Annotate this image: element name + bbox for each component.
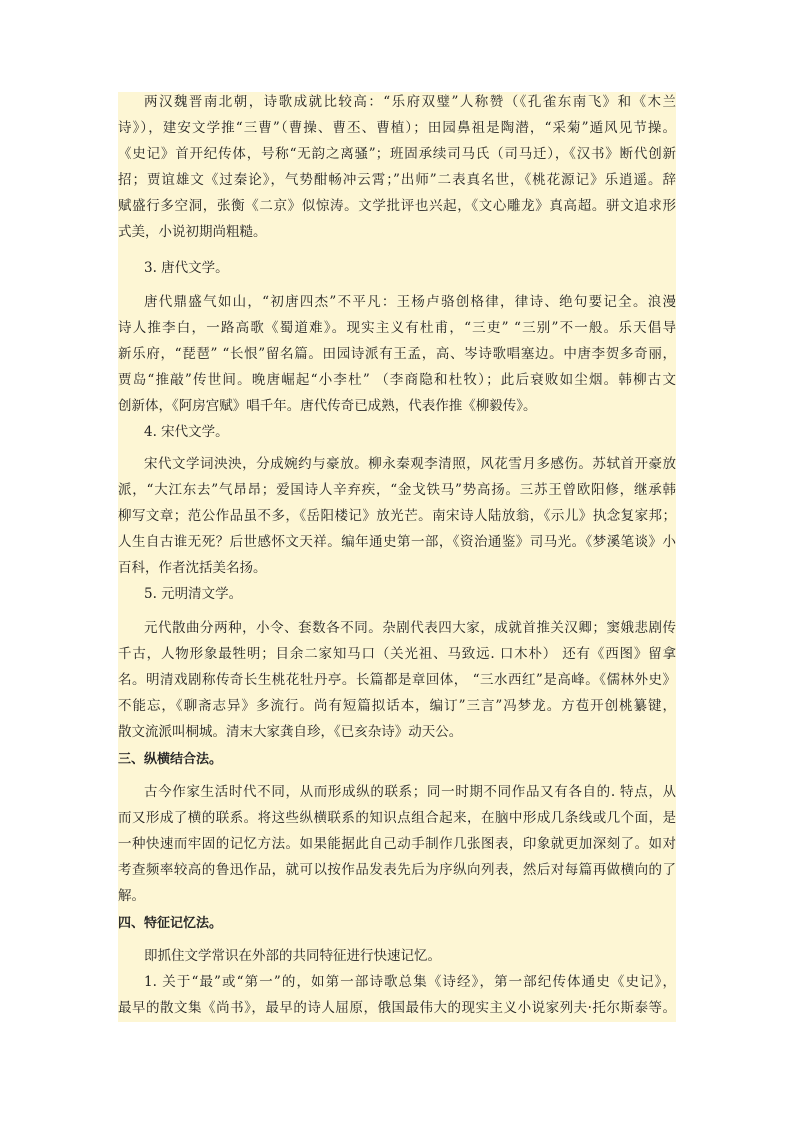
method3-line: 解。 [118,888,145,904]
method4-line: 即抓住文学常识在外部的共同特征进行快速记忆。 [144,948,441,964]
yuan-ming-qing-line: 千古，人物形象最牲明；目余二家知马口（关光祖、马致远. 口木朴） 还有《西图》留拿 [118,646,676,662]
yuan-ming-qing-line: 不能忘，《聊斋志异》多流行。尚有短篇拟话本，编订”三言”冯梦龙。方苞开创桃纂键， [118,698,676,714]
han-wei-line: 赋盛行多空洞，张衡《二京》似惊涛。文学批评也兴起，《文心雕龙》真高超。骈文追求形 [118,198,676,214]
method3-line: 考查频率较高的鲁迅作品，就可以按作品发表先后为序纵向列表，然后对每篇再做横向的了 [118,862,676,878]
method4-line: 最早的散文集《尚书》，最早的诗人屈原，俄国最伟大的现实主义小说家列夫·托尔斯泰等。 [118,1000,676,1016]
song-line: 人生自古谁无死？后世感怀文天祥。编年通史第一部，《资治通鉴》司马光。《梦溪笔谈》小 [118,534,676,550]
tang-heading: 3. 唐代文学。 [144,260,229,276]
han-wei-line: 《史记》首开纪传体，号称“无韵之离骚”；班固承续司马氏（司马迁），《汉书》断代创新 [118,146,676,162]
yuan-ming-qing-line: 散文流派叫桐城。清末大家龚自珍，《已亥杂诗》动天公。 [118,724,463,740]
song-line: 宋代文学词泱泱，分成婉约与豪放。柳永秦观李清照，风花雪月多感伤。苏轼首开豪放 [144,456,676,472]
method3-line: 古今作家生活时代不同，从而形成纵的联系；同一时期不同作品又有各自的. 特点，从 [144,784,676,800]
han-wei-line: 招；贾谊雄文《过秦论》，气势酣畅冲云霄；”出师”二表真名世，《桃花源记》乐逍遥。辞 [118,172,676,188]
yuan-ming-qing-line: 名。明清戏剧称传奇长生桃花牡丹亭。长篇都是章回体， “三水西红”是高峰。《儒林外史》 [118,672,676,688]
method4-line: 1. 关于“最”或“第一”的，如第一部诗歌总集《诗经》，第一部纪传体通史《史记》， [144,974,676,990]
tang-line: 贾岛“推敲”传世间。晚唐崛起“小李杜” （李商隐和杜牧）；此后衰败如尘烟。韩柳古文 [118,372,676,388]
song-line: 百科，作者沈括美名扬。 [118,560,267,576]
method3-line: 而又形成了横的联系。将这些纵横联系的知识点组合起来，在脑中形成几条线或几个面，是 [118,810,676,826]
tang-line: 唐代鼎盛气如山，“初唐四杰”不平凡：王杨卢骆创格律，律诗、绝句要记全。浪漫 [144,294,676,310]
method3-line: 一种快速而牢固的记忆方法。如果能据此自己动手制作几张图表，印象就更加深刻了。如对 [118,836,676,852]
yuan-ming-qing-heading: 5. 元明清文学。 [144,586,243,602]
song-line: 柳写文章；范公作品虽不多，《岳阳楼记》放光芒。南宋诗人陆放翁，《示儿》执念复家邦； [118,508,676,524]
section-heading-vertical-horizontal: 三、纵横结合法。 [118,752,223,767]
han-wei-line: 诗》），建安文学推“三曹”（曹操、曹丕、曹植）；田园鼻祖是陶潜，“采菊”遁风见节操。 [118,120,676,136]
song-heading: 4. 宋代文学。 [144,424,229,440]
yuan-ming-qing-line: 元代散曲分两种，小令、套数各不同。杂剧代表四大家，成就首推关汉卿；窦娥悲剧传 [144,620,676,636]
tang-line: 诗人推李白，一路高歌《蜀道难》。现实主义有杜甫，“三吏” “三别”不一般。乐天倡导 [118,320,676,336]
tang-line: 新乐府，“琵琶” “长恨”留名篇。田园诗派有王孟，高、岑诗歌唱塞边。中唐李贺多奇丽， [118,346,676,362]
han-wei-line: 式美，小说初期尚粗糙。 [118,224,267,240]
song-line: 派，“大江东去”气昂昂；爱国诗人辛弃疾，“金戈铁马”势高扬。三苏王曾欧阳修，继承韩 [118,482,676,498]
han-wei-line: 两汉魏晋南北朝，诗歌成就比较高：“乐府双璧”人称赞（《孔雀东南飞》和《木兰 [144,94,676,110]
section-heading-feature-memory: 四、特征记忆法。 [118,916,223,931]
tang-line: 创新体，《阿房宫赋》唱千年。唐代传奇已成熟，代表作推《柳毅传》。 [118,398,537,414]
document-page [118,92,676,1022]
